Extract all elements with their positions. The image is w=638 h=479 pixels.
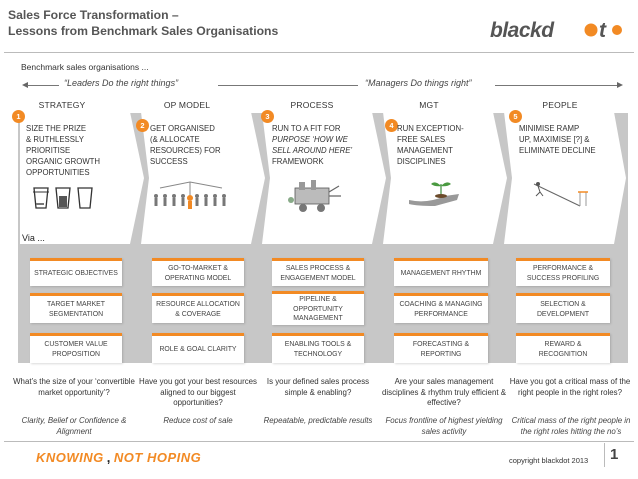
team-icon xyxy=(150,178,240,210)
pole-vault-icon xyxy=(530,180,590,210)
footer-rule xyxy=(4,441,634,442)
chevron-line: SELL AROUND HERE’ xyxy=(272,146,353,155)
chevron-line: SIZE THE PRIZE xyxy=(26,124,87,133)
benefit-op-model: Reduce cost of sale xyxy=(163,416,233,425)
question-op-model: Have you got your best resources aligned to our biggest opportunities? xyxy=(139,377,257,407)
card-forecasting: FORECASTING & REPORTING xyxy=(394,333,488,363)
chevron-line: DISCIPLINES xyxy=(397,157,446,166)
chevron-text-process xyxy=(272,123,352,167)
card-selection-development: SELECTION & DEVELOPMENT xyxy=(516,293,610,323)
bracket-line xyxy=(218,85,358,86)
chevron-line: PURPOSE ‘HOW WE xyxy=(272,135,348,144)
card-go-to-market: GO-TO-MARKET & OPERATING MODEL xyxy=(152,258,244,286)
slide-title xyxy=(8,7,368,39)
arrow-right-icon xyxy=(617,82,623,88)
chevron-line: PRIORITISE xyxy=(26,146,71,155)
card-target-market-segmentation: TARGET MARKET SEGMENTATION xyxy=(30,293,122,323)
question-process: Is your defined sales process simple & enabling? xyxy=(266,377,370,397)
heading-process: PROCESS xyxy=(290,100,334,110)
chevron-line: FRAMEWORK xyxy=(272,157,324,166)
chevron-line: RUN EXCEPTION- xyxy=(397,124,464,133)
page-divider xyxy=(604,443,605,467)
chevron-line: UP, MAXIMISE [?] & xyxy=(519,135,590,144)
leaders-quote: “Leaders Do the right things” xyxy=(64,78,179,88)
chevron-line: ELIMINATE DECLINE xyxy=(519,146,596,155)
heading-people: PEOPLE xyxy=(542,100,578,110)
card-sales-process: SALES PROCESS & ENGAGEMENT MODEL xyxy=(272,258,364,286)
step-badge-2: 2 xyxy=(136,119,149,132)
chevron-line: RESOURCES) FOR xyxy=(150,146,221,155)
title-line-1: Sales Force Transformation – xyxy=(8,8,179,22)
machine-icon xyxy=(285,178,345,214)
svg-text:t: t xyxy=(599,19,606,42)
step-badge-5: 5 xyxy=(509,110,522,123)
heading-op-model: OP MODEL xyxy=(163,100,211,110)
heading-mgt: MGT xyxy=(419,100,439,110)
step-badge-4: 4 xyxy=(385,119,398,132)
benefit-strategy: Clarity, Belief or Confidence & Alignment xyxy=(21,416,127,436)
question-mgt: Are your sales management disciplines & rhythm truly efficient & effective? xyxy=(382,377,506,407)
chevron-line: & RUTHLESSLY xyxy=(26,135,84,144)
chevron-line: FREE SALES xyxy=(397,135,446,144)
chevron-text-people xyxy=(519,123,596,156)
card-resource-allocation: RESOURCE ALLOCATION & COVERAGE xyxy=(152,293,244,323)
bins-icon xyxy=(28,182,98,212)
card-reward-recognition: REWARD & RECOGNITION xyxy=(516,333,610,363)
blackdot-logo xyxy=(488,17,630,43)
chevron-line: ORGANIC GROWTH xyxy=(26,157,101,166)
page-number: 1 xyxy=(610,446,619,463)
benefit-process: Repeatable, predictable results xyxy=(263,416,373,425)
chevron-text-op-model xyxy=(150,123,221,167)
chevron-line: GET ORGANISED xyxy=(150,124,215,133)
tagline xyxy=(36,446,201,468)
bracket-line xyxy=(495,85,618,86)
card-customer-value-proposition: CUSTOMER VALUE PROPOSITION xyxy=(30,333,122,363)
tagline-not-hoping: NOT HOPING xyxy=(113,449,202,465)
chevron-line: OPPORTUNITIES xyxy=(26,168,90,177)
chevron-text-strategy xyxy=(26,123,100,178)
title-line-2: Lessons from Benchmark Sales Organisations xyxy=(8,24,279,38)
card-pipeline: PIPELINE & OPPORTUNITY MANAGEMENT xyxy=(272,291,364,325)
question-people: Have you got a critical mass of the right people in the right roles? xyxy=(509,377,631,397)
via-label: Via ... xyxy=(22,233,45,243)
step-badge-3: 3 xyxy=(261,110,274,123)
chevron-line: RUN TO A FIT FOR xyxy=(272,124,341,133)
copyright: copyright blackdot 2013 xyxy=(509,456,589,465)
card-performance-profiling: PERFORMANCE & SUCCESS PROFILING xyxy=(516,258,610,286)
card-enabling-tools: ENABLING TOOLS & TECHNOLOGY xyxy=(272,333,364,363)
chevron-line: MINIMISE RAMP xyxy=(519,124,580,133)
card-role-goal-clarity: ROLE & GOAL CLARITY xyxy=(152,333,244,363)
chevron-line: SUCCESS xyxy=(150,157,188,166)
header-rule xyxy=(4,52,634,53)
managers-quote: “Managers Do things right” xyxy=(365,78,472,88)
step-badge-1: 1 xyxy=(12,110,25,123)
heading-strategy: STRATEGY xyxy=(38,100,86,110)
card-management-rhythm: MANAGEMENT RHYTHM xyxy=(394,258,488,286)
tagline-separator: , xyxy=(106,449,111,465)
seedling-hand-icon xyxy=(405,178,465,208)
bracket-line xyxy=(27,85,59,86)
chevron-line: (& ALLOCATE xyxy=(150,135,200,144)
tagline-knowing: KNOWING xyxy=(36,449,104,465)
subtitle: Benchmark sales organisations ... xyxy=(21,62,149,72)
svg-text:blackd: blackd xyxy=(490,19,554,42)
chevron-line: MANAGEMENT xyxy=(397,146,453,155)
question-strategy: What’s the size of your ‘convertible market opportunity’? xyxy=(13,377,135,397)
card-strategic-objectives: STRATEGIC OBJECTIVES xyxy=(30,258,122,286)
card-coaching: COACHING & MANAGING PERFORMANCE xyxy=(394,293,488,323)
benefit-people: Critical mass of the right people in the right roles hitting the no’s xyxy=(511,416,631,436)
chevron-text-mgt xyxy=(397,123,464,167)
benefit-mgt: Focus frontline of highest yielding sales activity xyxy=(385,416,503,436)
